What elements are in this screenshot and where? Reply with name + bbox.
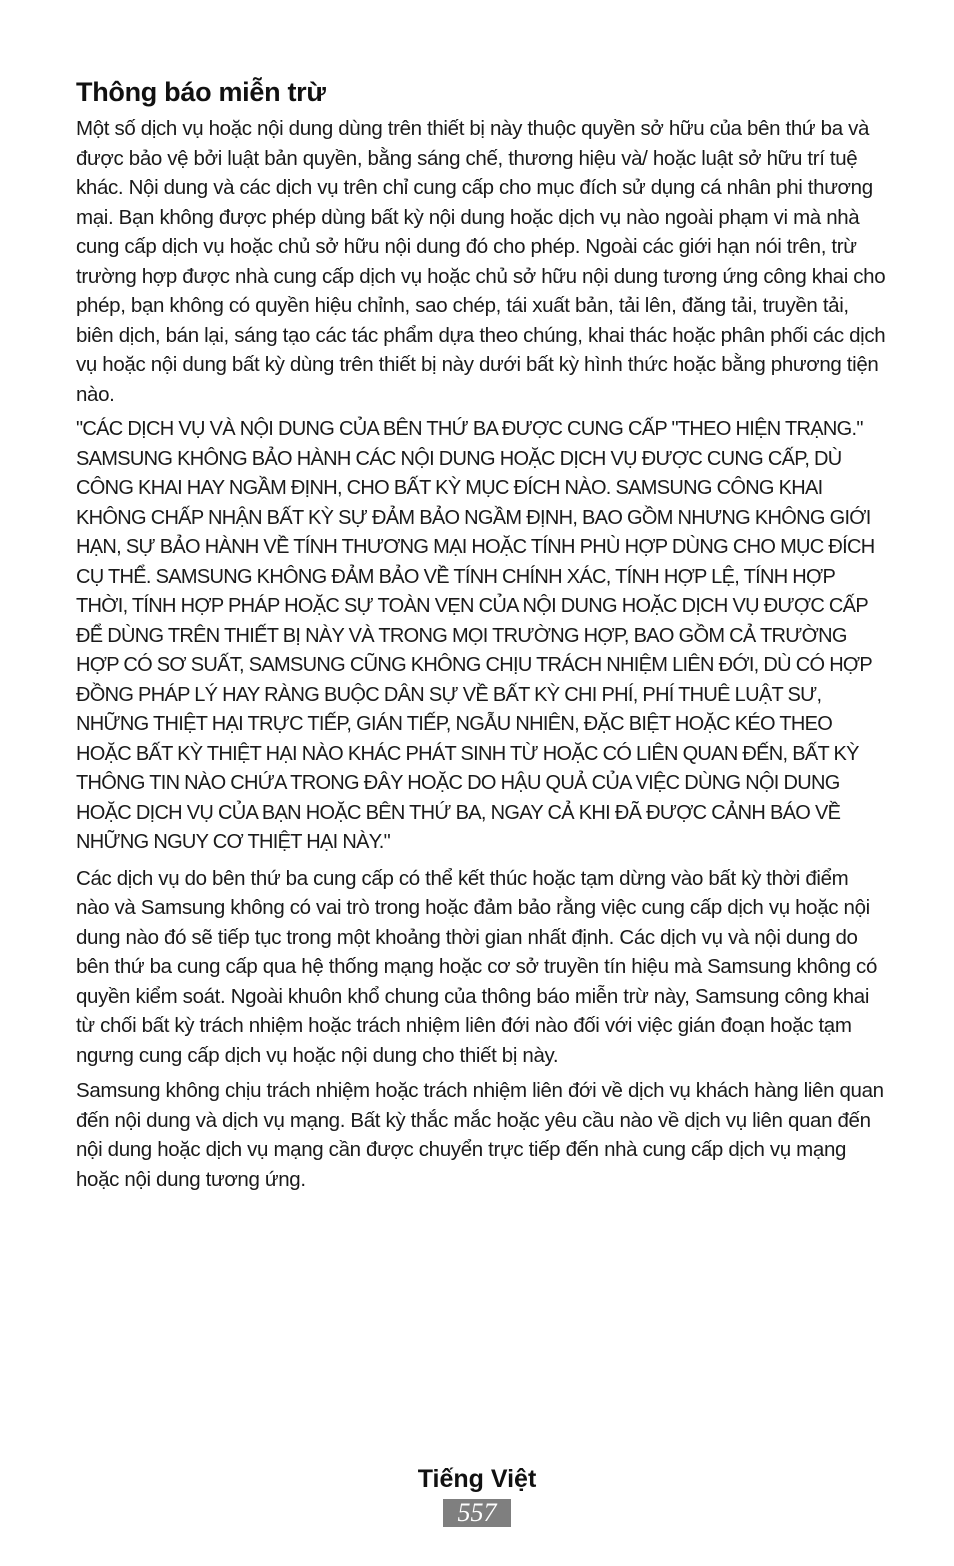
- paragraph-customer-service: Samsung không chịu trách nhiệm hoặc trách nhiệm liên đới về dịch vụ khách hàng liên quan đến nội dung và dịch vụ mạng. Bất kỳ thắc mắc hoặc yêu cầu nào về dịch vụ liên quan đến nội dung hoặc dịch vụ mạng cần được chuyển trực tiếp đến nhà cung cấp dịch vụ mạng hoặc nội dung tương ứng.: [76, 1079, 884, 1191]
- page-content: [76, 74, 886, 1200]
- section-heading: Thông báo miễn trừ: [76, 77, 326, 107]
- footer-language: Tiếng Việt: [417, 1465, 537, 1493]
- paragraph-intro: Một số dịch vụ hoặc nội dung dùng trên thiết bị này thuộc quyền sở hữu của bên thứ ba và được bảo vệ bởi luật bản quyền, bằng sáng chế, thương hiệu và/ hoặc luật sở hữu trí tuệ khác. Nội dung và các dịch vụ trên chỉ cung cấp cho mục đích sử dụng cá nhân phi thương mại. Bạn không được phép dùng bất kỳ nội dung hoặc dịch vụ nào ngoài phạm vi mà nhà cung cấp dịch vụ hoặc chủ sở hữu nội dung đó cho phép. Ngoài các giới hạn nói trên, trừ trường hợp được nhà cung cấp dịch vụ hoặc chủ sở hữu nội dung tương ứng công khai cho phép, bạn không có quyền hiệu chỉnh, sao chép, tái xuất bản, tải lên, đăng tải, truyền tải, biên dịch, bán lại, sáng tạo các tác phẩm dựa theo chúng, khai thác hoặc phân phối các dịch vụ hoặc nội dung bất kỳ dùng trên thiết bị này dưới bất kỳ hình thức hoặc bằng phương tiện nào.: [76, 117, 886, 406]
- paragraph-warranty-disclaimer: "CÁC DỊCH VỤ VÀ NỘI DUNG CỦA BÊN THỨ BA ĐƯỢC CUNG CẤP "THEO HIỆN TRẠNG." SAMSUNG KHÔNG BẢO HÀNH CÁC NỘI DUNG HOẶC DỊCH VỤ ĐƯỢC CUNG CẤP, DÙ CÔNG KHAI HAY NGẦM ĐỊNH, CHO BẤT KỲ MỤC ĐÍCH NÀO. SAMSUNG CÔNG KHAI KHÔNG CHẤP NHẬN BẤT KỲ SỰ ĐẢM BẢO NGẦM ĐỊNH, BAO GỒM NHƯNG KHÔNG GIỚI HẠN, SỰ BẢO HÀNH VỀ TÍNH THƯƠNG MẠI HOẶC TÍNH PHÙ HỢP DÙNG CHO MỤC ĐÍCH CỤ THỂ. SAMSUNG KHÔNG ĐẢM BẢO VỀ TÍNH CHÍNH XÁC, TÍNH HỢP LỆ, TÍNH HỢP THỜI, TÍNH HỢP PHÁP HOẶC SỰ TOÀN VẸN CỦA NỘI DUNG HOẶC DỊCH VỤ ĐƯỢC CẤP ĐỂ DÙNG TRÊN THIẾT BỊ NÀY VÀ TRONG MỌI TRƯỜNG HỢP, BAO GỒM CẢ TRƯỜNG HỢP CÓ SƠ SUẤT, SAMSUNG CŨNG KHÔNG CHỊU TRÁCH NHIỆM LIÊN ĐỚI, DÙ CÓ HỢP ĐỒNG PHÁP LÝ HAY RÀNG BUỘC DÂN SỰ VỀ BẤT KỲ CHI PHÍ, PHÍ THUÊ LUẬT SƯ, NHỮNG THIỆT HẠI TRỰC TIẾP, GIÁN TIẾP, NGẪU NHIÊN, ĐẶC BIỆT HOẶC KÉO THEO HOẶC BẤT KỲ THIỆT HẠI NÀO KHÁC PHÁT SINH TỪ HOẶC CÓ LIÊN QUAN ĐẾN, BẤT KỲ THÔNG TIN NÀO CHỨA TRONG ĐÂY HOẶC DO HẬU QUẢ CỦA VIỆC DÙNG NỘI DUNG HOẶC DỊCH VỤ CỦA BẠN HOẶC BÊN THỨ BA, NGAY CẢ KHI ĐÃ ĐƯỢC CẢNH BÁO VỀ NHỮNG NGUY CƠ THIỆT HẠI NÀY.": [76, 418, 875, 853]
- page-footer: [0, 1462, 954, 1527]
- paragraph-service-termination: Các dịch vụ do bên thứ ba cung cấp có thể kết thúc hoặc tạm dừng vào bất kỳ thời điểm nào và Samsung không có vai trò trong hoặc đảm bảo rằng việc cung cấp dịch vụ hoặc nội dung nào đó sẽ tiếp tục trong một khoảng thời gian nhất định. Các dịch vụ và nội dung do bên thứ ba cung cấp qua hệ thống mạng hoặc cơ sở truyền tín hiệu mà Samsung không có quyền kiểm soát. Ngoài khuôn khổ chung của thông báo miễn trừ này, Samsung công khai từ chối bất kỳ trách nhiệm hoặc trách nhiệm liên đới nào đối với việc gián đoạn hoặc tạm ngưng cung cấp dịch vụ hoặc nội dung cho thiết bị này.: [76, 866, 877, 1067]
- page-number-badge: 557: [443, 1499, 511, 1527]
